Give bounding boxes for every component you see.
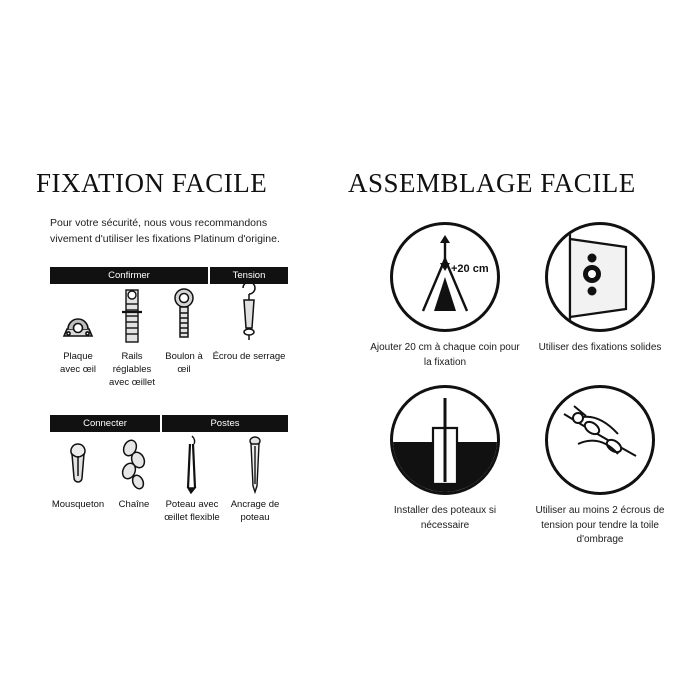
- two-turnbuckles-icon: [545, 385, 655, 495]
- list-item: [210, 284, 288, 364]
- assembly-step-2: [525, 222, 675, 356]
- step-1-badge: +20 cm: [451, 263, 489, 275]
- carabiner-icon: [61, 432, 95, 496]
- assembly-step-1: [370, 222, 520, 370]
- table-1-items: [50, 284, 288, 389]
- post-in-ground-icon: [390, 385, 500, 495]
- list-item-caption: Mousqueton: [51, 499, 105, 510]
- list-item-caption: Plaque avec œil: [60, 351, 96, 375]
- list-item-caption: Boulon à œil: [165, 351, 203, 375]
- list-item-caption: Écrou de serrage: [212, 351, 286, 362]
- list-item: [158, 284, 210, 377]
- eye-plate-icon: [55, 284, 101, 348]
- list-item: [50, 432, 106, 512]
- left-intro-text: Pour votre sécurité, nous vous recommandons vivement d'utiliser les fixations Platinum d'origine.: [50, 217, 280, 246]
- step-4-caption: Utiliser au moins 2 écrous de tension pour tendre la toile d'ombrage: [535, 505, 665, 545]
- step-1-caption: Ajouter 20 cm à chaque coin pour la fixation: [370, 342, 520, 368]
- list-item: [162, 432, 222, 525]
- adjustable-rail-icon: [114, 284, 150, 348]
- turnbuckle-nut-icon: [232, 284, 266, 348]
- shade-corner-arrow-icon: [390, 222, 500, 332]
- list-item-caption: Poteau avec œillet flexible: [164, 499, 220, 523]
- list-item: [106, 432, 162, 512]
- table-1-header-confirmer: Confirmer: [50, 267, 210, 284]
- right-section-title: ASSEMBLAGE FACILE: [348, 168, 636, 198]
- assembly-step-3: [370, 385, 520, 533]
- assembly-step-4: [525, 385, 675, 548]
- list-item-caption: Rails réglables avec œillet: [109, 351, 155, 388]
- list-item-caption: Chaîne: [118, 499, 150, 510]
- list-item: [50, 284, 106, 377]
- pole-flexible-eyelet-icon: [177, 432, 207, 496]
- fixation-table-2: [50, 415, 288, 525]
- list-item: [106, 284, 158, 389]
- left-section-title: FIXATION FACILE: [36, 168, 268, 198]
- table-2-header-connecter: Connecter: [50, 415, 162, 432]
- chain-icon: [114, 432, 154, 496]
- table-1-header-tension: Tension: [232, 270, 266, 281]
- list-item: [222, 432, 288, 525]
- wall-plate-fixing-icon: [545, 222, 655, 332]
- table-2-items: [50, 432, 288, 525]
- fixation-table-1: [50, 267, 288, 389]
- step-2-caption: Utiliser des fixations solides: [538, 342, 662, 353]
- table-2-header-row: [50, 415, 288, 432]
- eye-bolt-icon: [166, 284, 202, 348]
- table-2-header-postes: Postes: [210, 418, 240, 429]
- step-3-caption: Installer des poteaux si nécessaire: [393, 505, 497, 531]
- list-item-caption: Ancrage de poteau: [230, 499, 280, 523]
- ground-anchor-icon: [240, 432, 270, 496]
- table-1-header-row: [50, 267, 288, 284]
